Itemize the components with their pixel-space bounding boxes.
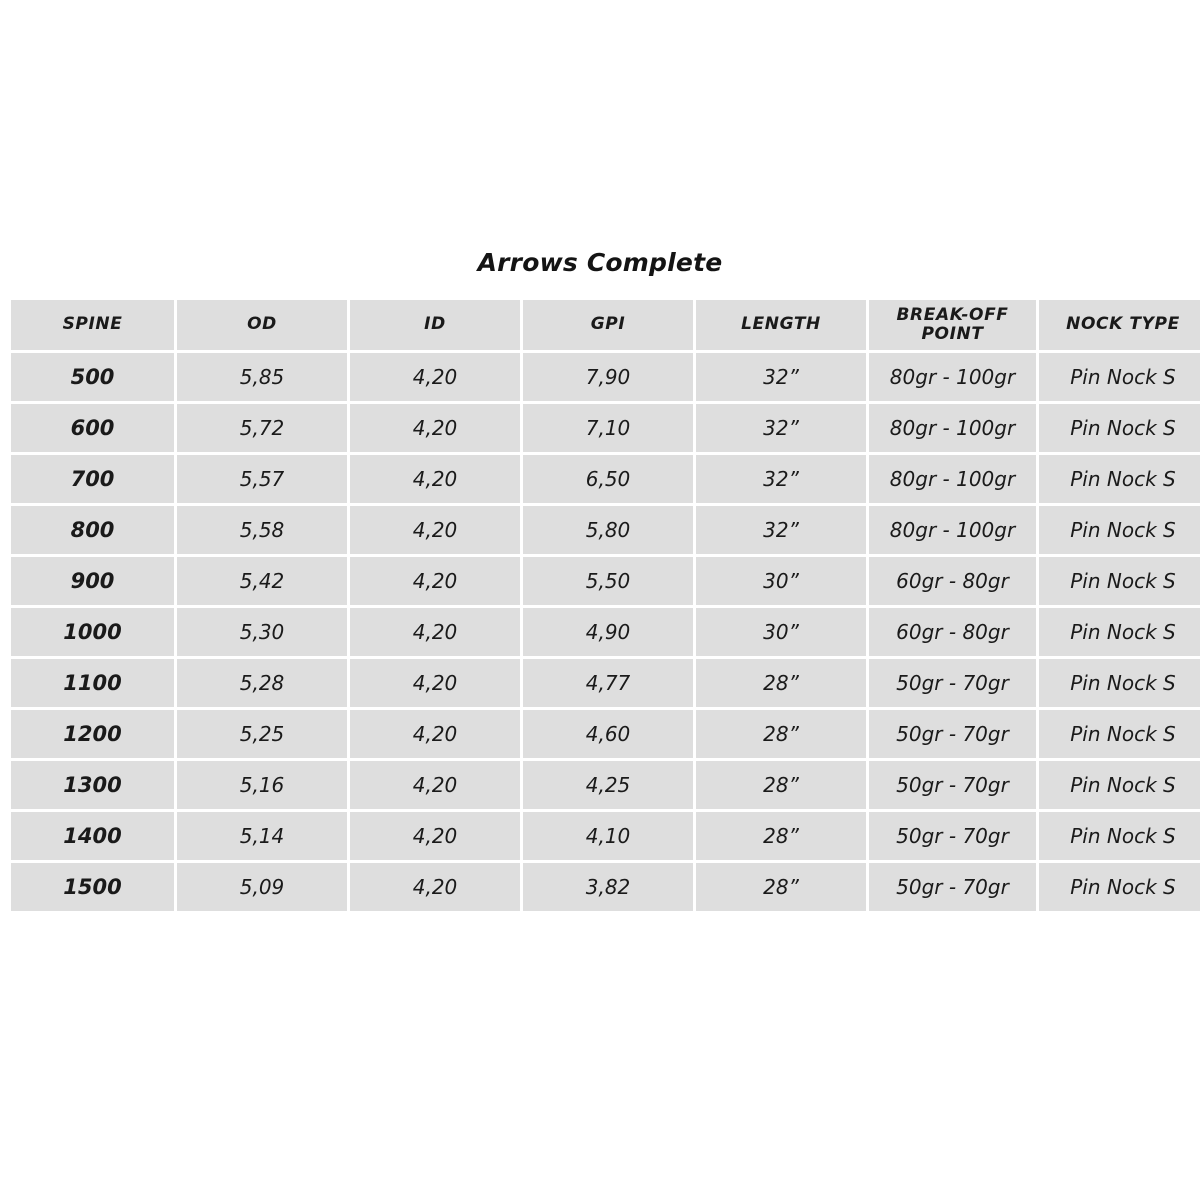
table-header xyxy=(11,300,1200,350)
cell-gpi: 4,25 xyxy=(523,761,693,809)
cell-od: 5,30 xyxy=(177,608,347,656)
cell-id: 4,20 xyxy=(350,659,520,707)
cell-od: 5,85 xyxy=(177,353,347,401)
cell-spine: 1200 xyxy=(11,710,174,758)
cell-length: 28” xyxy=(696,863,866,911)
cell-id: 4,20 xyxy=(350,761,520,809)
table-row xyxy=(11,659,1200,707)
table-row xyxy=(11,557,1200,605)
cell-length: 30” xyxy=(696,557,866,605)
cell-od: 5,14 xyxy=(177,812,347,860)
cell-gpi: 3,82 xyxy=(523,863,693,911)
column-header-spine: SPINE xyxy=(11,300,174,350)
cell-length: 30” xyxy=(696,608,866,656)
cell-break-off-point: 60gr - 80gr xyxy=(869,608,1036,656)
cell-break-off-point: 50gr - 70gr xyxy=(869,710,1036,758)
cell-od: 5,42 xyxy=(177,557,347,605)
cell-break-off-point: 50gr - 70gr xyxy=(869,812,1036,860)
cell-spine: 600 xyxy=(11,404,174,452)
cell-nock-type: Pin Nock S xyxy=(1039,710,1200,758)
cell-length: 32” xyxy=(696,404,866,452)
cell-break-off-point: 60gr - 80gr xyxy=(869,557,1036,605)
table-row xyxy=(11,404,1200,452)
cell-length: 28” xyxy=(696,710,866,758)
cell-spine: 700 xyxy=(11,455,174,503)
cell-nock-type: Pin Nock S xyxy=(1039,506,1200,554)
cell-id: 4,20 xyxy=(350,353,520,401)
arrow-spec-table xyxy=(8,297,1200,914)
cell-gpi: 5,80 xyxy=(523,506,693,554)
column-header-length: LENGTH xyxy=(696,300,866,350)
cell-nock-type: Pin Nock S xyxy=(1039,863,1200,911)
cell-length: 32” xyxy=(696,506,866,554)
cell-length: 28” xyxy=(696,659,866,707)
cell-gpi: 7,90 xyxy=(523,353,693,401)
cell-spine: 800 xyxy=(11,506,174,554)
table-row xyxy=(11,812,1200,860)
table-row xyxy=(11,455,1200,503)
cell-gpi: 6,50 xyxy=(523,455,693,503)
cell-gpi: 4,60 xyxy=(523,710,693,758)
cell-length: 32” xyxy=(696,455,866,503)
cell-nock-type: Pin Nock S xyxy=(1039,557,1200,605)
cell-break-off-point: 50gr - 70gr xyxy=(869,659,1036,707)
cell-od: 5,72 xyxy=(177,404,347,452)
cell-od: 5,25 xyxy=(177,710,347,758)
cell-id: 4,20 xyxy=(350,404,520,452)
cell-length: 32” xyxy=(696,353,866,401)
table-body xyxy=(11,353,1200,911)
cell-id: 4,20 xyxy=(350,863,520,911)
table-row xyxy=(11,353,1200,401)
cell-od: 5,58 xyxy=(177,506,347,554)
cell-id: 4,20 xyxy=(350,557,520,605)
table-row xyxy=(11,863,1200,911)
cell-gpi: 5,50 xyxy=(523,557,693,605)
cell-nock-type: Pin Nock S xyxy=(1039,608,1200,656)
cell-od: 5,16 xyxy=(177,761,347,809)
table-row xyxy=(11,608,1200,656)
cell-break-off-point: 80gr - 100gr xyxy=(869,506,1036,554)
cell-id: 4,20 xyxy=(350,506,520,554)
cell-gpi: 4,77 xyxy=(523,659,693,707)
cell-id: 4,20 xyxy=(350,710,520,758)
cell-gpi: 7,10 xyxy=(523,404,693,452)
cell-break-off-point: 80gr - 100gr xyxy=(869,404,1036,452)
column-header-od: OD xyxy=(177,300,347,350)
cell-spine: 1000 xyxy=(11,608,174,656)
column-header-break-off-point: BREAK-OFF POINT xyxy=(869,300,1036,350)
cell-spine: 1100 xyxy=(11,659,174,707)
cell-gpi: 4,90 xyxy=(523,608,693,656)
cell-spine: 500 xyxy=(11,353,174,401)
column-header-id: ID xyxy=(350,300,520,350)
cell-id: 4,20 xyxy=(350,455,520,503)
cell-id: 4,20 xyxy=(350,812,520,860)
cell-id: 4,20 xyxy=(350,608,520,656)
cell-nock-type: Pin Nock S xyxy=(1039,812,1200,860)
table-row xyxy=(11,710,1200,758)
table-header-row xyxy=(11,300,1200,350)
cell-spine: 1300 xyxy=(11,761,174,809)
cell-gpi: 4,10 xyxy=(523,812,693,860)
column-header-nock-type: NOCK TYPE xyxy=(1039,300,1200,350)
cell-spine: 900 xyxy=(11,557,174,605)
table-row xyxy=(11,506,1200,554)
column-header-gpi: GPI xyxy=(523,300,693,350)
cell-spine: 1500 xyxy=(11,863,174,911)
cell-nock-type: Pin Nock S xyxy=(1039,404,1200,452)
cell-break-off-point: 50gr - 70gr xyxy=(869,761,1036,809)
cell-nock-type: Pin Nock S xyxy=(1039,455,1200,503)
cell-break-off-point: 80gr - 100gr xyxy=(869,353,1036,401)
table-row xyxy=(11,761,1200,809)
cell-break-off-point: 80gr - 100gr xyxy=(869,455,1036,503)
page-title: Arrows Complete xyxy=(477,248,723,277)
cell-nock-type: Pin Nock S xyxy=(1039,659,1200,707)
cell-length: 28” xyxy=(696,761,866,809)
cell-od: 5,09 xyxy=(177,863,347,911)
cell-nock-type: Pin Nock S xyxy=(1039,761,1200,809)
cell-nock-type: Pin Nock S xyxy=(1039,353,1200,401)
cell-spine: 1400 xyxy=(11,812,174,860)
cell-length: 28” xyxy=(696,812,866,860)
cell-od: 5,57 xyxy=(177,455,347,503)
cell-od: 5,28 xyxy=(177,659,347,707)
cell-break-off-point: 50gr - 70gr xyxy=(869,863,1036,911)
